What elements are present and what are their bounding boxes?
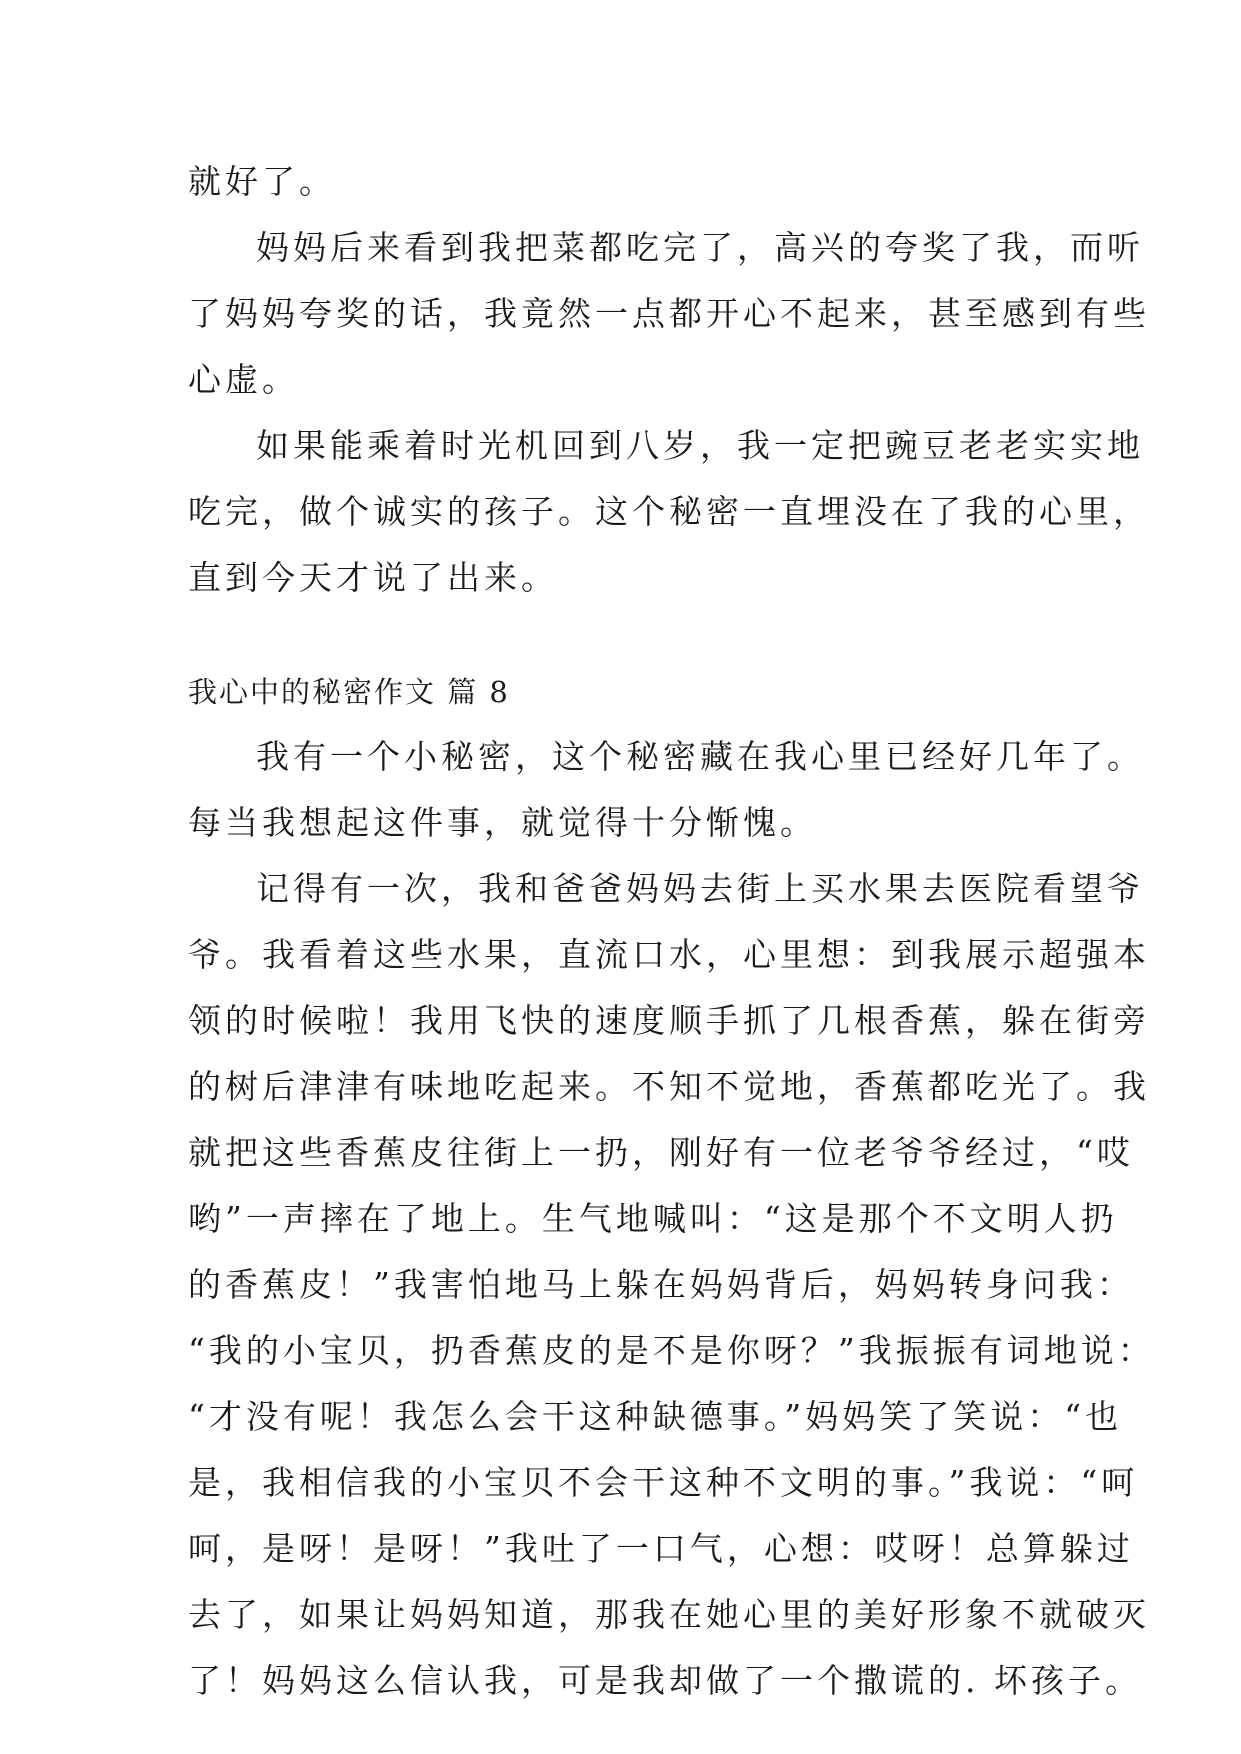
text-line: 妈妈后来看到我把菜都吃完了，高兴的夸奖了我，而听 — [256, 228, 1144, 267]
text-line: 的香蕉皮！”我害怕地马上躲在妈妈背后，妈妈转身问我： — [188, 1265, 1134, 1304]
text-line: 就把这些香蕉皮往街上一扔，刚好有一位老爷爷经过，“哎 — [188, 1133, 1134, 1172]
text-line: 每当我想起这件事，就觉得十分惭愧。 — [188, 803, 817, 842]
text-line: 记得有一次，我和爸爸妈妈去街上买水果去医院看望爷 — [256, 869, 1144, 908]
text-line: 去了，如果让妈妈知道，那我在她心里的美好形象不就破灭 — [188, 1595, 1150, 1634]
text-line: 了！妈妈这么信认我，可是我却做了一个撒谎的. 坏孩子。 — [188, 1661, 1142, 1700]
text-line: 吃完，做个诚实的孩子。这个秘密一直埋没在了我的心里， — [188, 492, 1150, 531]
text-line: 就好了。 — [188, 162, 336, 201]
text-line: “我的小宝贝，扔香蕉皮的是不是你呀？”我振振有词地说： — [188, 1331, 1155, 1370]
text-line: 爷。我看着这些水果，直流口水，心里想：到我展示超强本 — [188, 935, 1150, 974]
text-line: “才没有呢！我怎么会干这种缺德事。”妈妈笑了笑说：“也 — [188, 1397, 1123, 1436]
text-line: 哟”一声摔在了地上。生气地喊叫：“这是那个不文明人扔 — [188, 1199, 1118, 1238]
text-line: 呵，是呀！是呀！”我吐了一口气，心想：哎呀！总算躲过 — [188, 1529, 1134, 1568]
text-line: 直到今天才说了出来。 — [188, 558, 558, 597]
text-line: 了妈妈夸奖的话，我竟然一点都开心不起来，甚至感到有些 — [188, 294, 1150, 333]
text-line: 领的时候啦！我用飞快的速度顺手抓了几根香蕉，躲在街旁 — [188, 1001, 1150, 1040]
section-heading: 我心中的秘密作文 篇 8 — [188, 675, 510, 709]
text-line: 心虚。 — [188, 360, 299, 399]
text-line: 的树后津津有味地吃起来。不知不觉地，香蕉都吃光了。我 — [188, 1067, 1150, 1106]
text-line: 是，我相信我的小宝贝不会干这种不文明的事。”我说：“呵 — [188, 1463, 1139, 1502]
text-line: 如果能乘着时光机回到八岁，我一定把豌豆老老实实地 — [256, 426, 1144, 465]
text-line: 我有一个小秘密，这个秘密藏在我心里已经好几年了。 — [256, 737, 1144, 776]
